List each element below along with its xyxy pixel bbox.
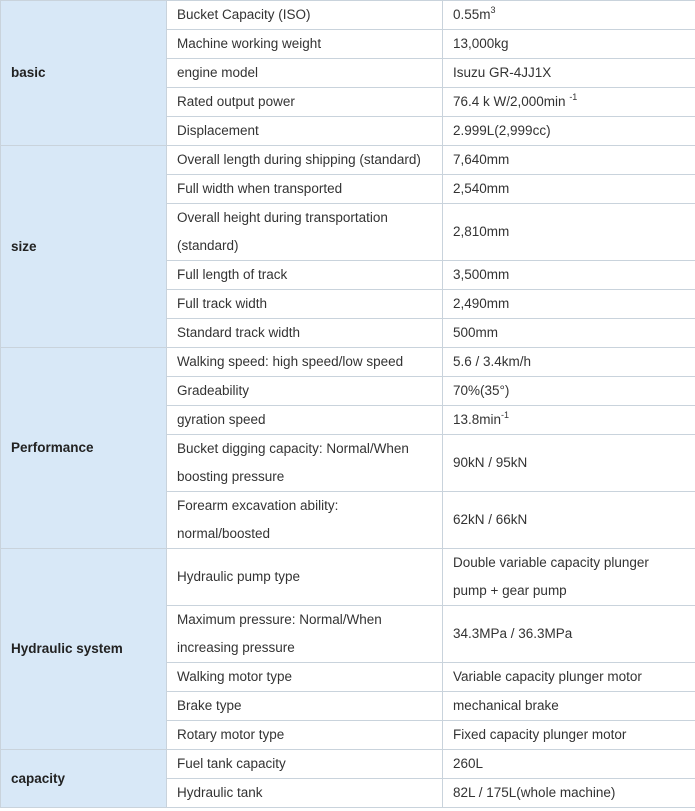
spec-label: Bucket digging capacity: Normal/When boosting pressure bbox=[167, 435, 443, 492]
category-cell: Hydraulic system bbox=[1, 549, 167, 750]
spec-label: Displacement bbox=[167, 117, 443, 146]
spec-value-text: 2,540mm bbox=[453, 181, 510, 196]
spec-value-text: 2,810mm bbox=[453, 224, 510, 239]
spec-row bbox=[1, 146, 695, 175]
spec-label: Full length of track bbox=[167, 261, 443, 290]
spec-value bbox=[443, 290, 695, 319]
category-cell: size bbox=[1, 146, 167, 348]
spec-value-text: 13.8min bbox=[453, 412, 502, 427]
spec-value-text: 2,490mm bbox=[453, 296, 510, 311]
spec-label: Forearm excavation ability: normal/boosted bbox=[167, 492, 443, 549]
spec-label: Maximum pressure: Normal/When increasing pressure bbox=[167, 606, 443, 663]
spec-value-text: 5.6 / 3.4km/h bbox=[453, 354, 532, 369]
spec-value bbox=[443, 492, 695, 549]
spec-value-text: 90kN / 95kN bbox=[453, 455, 528, 470]
spec-value bbox=[443, 30, 695, 59]
spec-value-text: 260L bbox=[453, 756, 484, 771]
spec-value bbox=[443, 779, 695, 808]
spec-value-text: 76.4 k W/2,000min bbox=[453, 94, 570, 109]
spec-value-text: 62kN / 66kN bbox=[453, 512, 528, 527]
spec-label: Rotary motor type bbox=[167, 721, 443, 750]
spec-label: Fuel tank capacity bbox=[167, 750, 443, 779]
spec-value-text: Double variable capacity plunger pump + gear pump bbox=[453, 555, 649, 598]
spec-row bbox=[1, 1, 695, 30]
spec-value bbox=[443, 261, 695, 290]
spec-label: Full track width bbox=[167, 290, 443, 319]
spec-label: engine model bbox=[167, 59, 443, 88]
spec-label: Machine working weight bbox=[167, 30, 443, 59]
spec-value-text: mechanical brake bbox=[453, 698, 559, 713]
spec-value-text: 2.999L(2,999cc) bbox=[453, 123, 551, 138]
spec-table-body bbox=[1, 1, 695, 808]
spec-value bbox=[443, 146, 695, 175]
spec-value bbox=[443, 750, 695, 779]
spec-value bbox=[443, 721, 695, 750]
spec-value bbox=[443, 377, 695, 406]
spec-value-text: 13,000kg bbox=[453, 36, 509, 51]
spec-row bbox=[1, 750, 695, 779]
spec-value bbox=[443, 549, 695, 606]
spec-label: Full width when transported bbox=[167, 175, 443, 204]
spec-label: Hydraulic pump type bbox=[167, 549, 443, 606]
spec-value bbox=[443, 59, 695, 88]
spec-value-superscript: 3 bbox=[490, 4, 496, 15]
spec-label: Walking speed: high speed/low speed bbox=[167, 348, 443, 377]
spec-label: Brake type bbox=[167, 692, 443, 721]
spec-value-text: 82L / 175L(whole machine) bbox=[453, 785, 616, 800]
spec-value bbox=[443, 606, 695, 663]
spec-value-text: 34.3MPa / 36.3MPa bbox=[453, 626, 573, 641]
spec-value-text: 3,500mm bbox=[453, 267, 510, 282]
spec-value-text: 7,640mm bbox=[453, 152, 510, 167]
spec-value bbox=[443, 663, 695, 692]
spec-value-superscript: -1 bbox=[569, 91, 578, 102]
spec-label: Bucket Capacity (ISO) bbox=[167, 1, 443, 30]
spec-value-text: 0.55m bbox=[453, 7, 491, 22]
spec-label: Hydraulic tank bbox=[167, 779, 443, 808]
spec-label: Rated output power bbox=[167, 88, 443, 117]
spec-label: gyration speed bbox=[167, 406, 443, 435]
spec-value bbox=[443, 435, 695, 492]
spec-label: Overall length during shipping (standard) bbox=[167, 146, 443, 175]
spec-label: Standard track width bbox=[167, 319, 443, 348]
spec-value bbox=[443, 406, 695, 435]
spec-value-text: Fixed capacity plunger motor bbox=[453, 727, 627, 742]
spec-value bbox=[443, 348, 695, 377]
spec-value-superscript: -1 bbox=[501, 409, 510, 420]
spec-label: Gradeability bbox=[167, 377, 443, 406]
category-cell: basic bbox=[1, 1, 167, 146]
spec-value bbox=[443, 175, 695, 204]
spec-value-text: Variable capacity plunger motor bbox=[453, 669, 642, 684]
spec-value-text: Isuzu GR-4JJ1X bbox=[453, 65, 552, 80]
spec-value-text: 500mm bbox=[453, 325, 499, 340]
spec-value-text: 70%(35°) bbox=[453, 383, 510, 398]
spec-value bbox=[443, 204, 695, 261]
spec-value bbox=[443, 319, 695, 348]
spec-row bbox=[1, 549, 695, 606]
spec-value bbox=[443, 1, 695, 30]
category-cell: capacity bbox=[1, 750, 167, 808]
spec-label: Walking motor type bbox=[167, 663, 443, 692]
spec-value bbox=[443, 692, 695, 721]
category-cell: Performance bbox=[1, 348, 167, 549]
spec-value bbox=[443, 117, 695, 146]
spec-value bbox=[443, 88, 695, 117]
spec-row bbox=[1, 348, 695, 377]
spec-label: Overall height during transportation (standard) bbox=[167, 204, 443, 261]
